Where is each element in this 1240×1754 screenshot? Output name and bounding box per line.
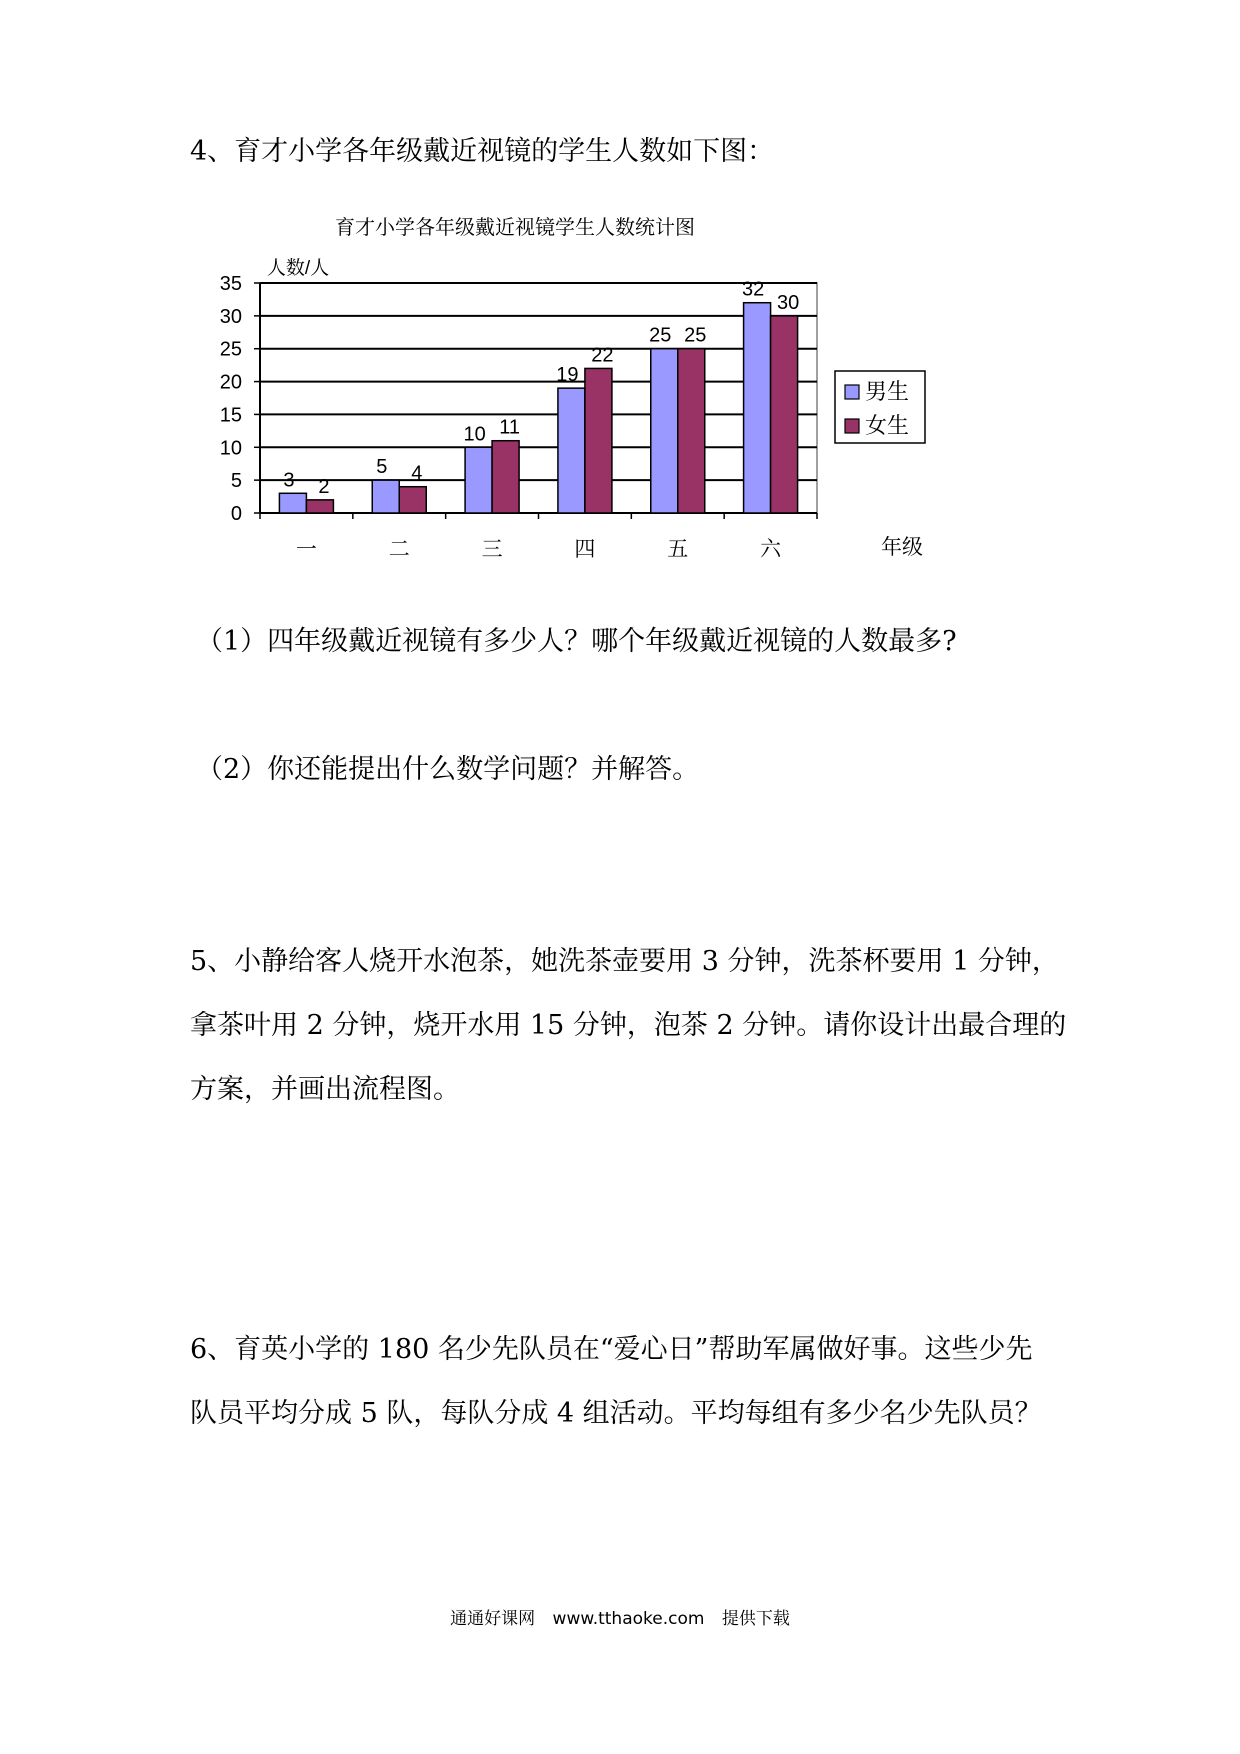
question-4-part-2: （2）你还能提出什么数学问题？并解答。: [196, 754, 700, 785]
bar-男生-五: [651, 349, 678, 513]
footer-url[interactable]: www.tthaoke.com: [552, 1609, 705, 1629]
data-label: 2: [318, 475, 330, 498]
data-label: 30: [776, 291, 800, 314]
data-label: 32: [741, 278, 765, 301]
question-5-line-2: 拿茶叶用 2 分钟，烧开水用 15 分钟，泡茶 2 分钟。请你设计出最合理的: [190, 1010, 1067, 1041]
y-tick-labels: [220, 273, 242, 525]
data-labels: [283, 279, 799, 498]
y-tick-label: 15: [219, 404, 242, 427]
data-label: 11: [499, 416, 520, 439]
y-tick-label: 35: [219, 273, 242, 295]
legend-swatch: [845, 385, 859, 399]
question-4-title: 4、育才小学各年级戴近视镜的学生人数如下图：: [190, 136, 775, 167]
data-label: 22: [591, 344, 614, 367]
bars: [279, 303, 797, 513]
x-tick-label: 一: [295, 538, 317, 561]
x-tick-labels: [296, 538, 782, 561]
data-label: 19: [556, 364, 579, 387]
question-5-line-1: 5、小静给客人烧开水泡茶，她洗茶壶要用 3 分钟，洗茶杯要用 1 分钟，: [190, 946, 1059, 977]
bar-女生-二: [399, 487, 426, 513]
footer-tail: 提供下载: [721, 1609, 790, 1629]
y-tick-label: 25: [219, 338, 242, 361]
legend-label: 男生: [865, 379, 910, 404]
data-label: 25: [684, 324, 707, 347]
plot-frame: [260, 283, 817, 513]
data-label: 3: [283, 469, 295, 492]
bar-女生-五: [678, 349, 705, 513]
y-tick-label: 10: [219, 437, 242, 460]
gridlines: [254, 283, 817, 519]
data-label: 25: [649, 324, 672, 347]
question-4-part-1: （1）四年级戴近视镜有多少人？哪个年级戴近视镜的人数最多?: [196, 626, 957, 657]
x-tick-label: 五: [667, 538, 689, 561]
question-5-line-3: 方案，并画出流程图。: [190, 1074, 460, 1105]
x-tick-label: 二: [388, 538, 410, 561]
y-tick-label: 5: [230, 470, 242, 493]
x-axis-label: 年级: [881, 536, 923, 559]
bar-男生-三: [465, 447, 492, 513]
question-6-line-2: 队员平均分成 5 队，每队分成 4 组活动。平均每组有多少名少先队员？: [190, 1398, 1042, 1429]
legend: [835, 371, 925, 443]
bar-男生-二: [372, 480, 399, 513]
legend-swatch: [845, 419, 859, 433]
x-tick-label: 三: [481, 538, 503, 561]
bar-女生-一: [306, 500, 333, 513]
bar-男生-一: [279, 493, 306, 513]
bar-女生-四: [585, 368, 612, 513]
bar-女生-六: [771, 316, 798, 513]
y-tick-label: 0: [230, 503, 242, 525]
chart-title: 育才小学各年级戴近视镜学生人数统计图: [335, 217, 695, 239]
bar-男生-六: [744, 303, 771, 513]
x-tick-label: 四: [574, 538, 596, 561]
bar-女生-三: [492, 441, 519, 513]
legend-label: 女生: [865, 413, 910, 438]
data-label: 10: [463, 423, 486, 446]
y-tick-label: 30: [219, 305, 242, 328]
footer-site-name: 通通好课网: [450, 1609, 536, 1629]
y-axis-label: 人数/人: [266, 258, 330, 279]
question-6-line-1: 6、育英小学的 180 名少先队员在“爱心日”帮助军属做好事。这些少先: [190, 1334, 1033, 1365]
y-tick-label: 20: [219, 371, 242, 394]
bar-chart: [190, 210, 950, 580]
footer: [0, 1604, 1240, 1629]
data-label: 4: [411, 462, 423, 485]
data-label: 5: [376, 456, 388, 479]
x-tick-label: 六: [760, 538, 782, 561]
bar-男生-四: [558, 388, 585, 513]
